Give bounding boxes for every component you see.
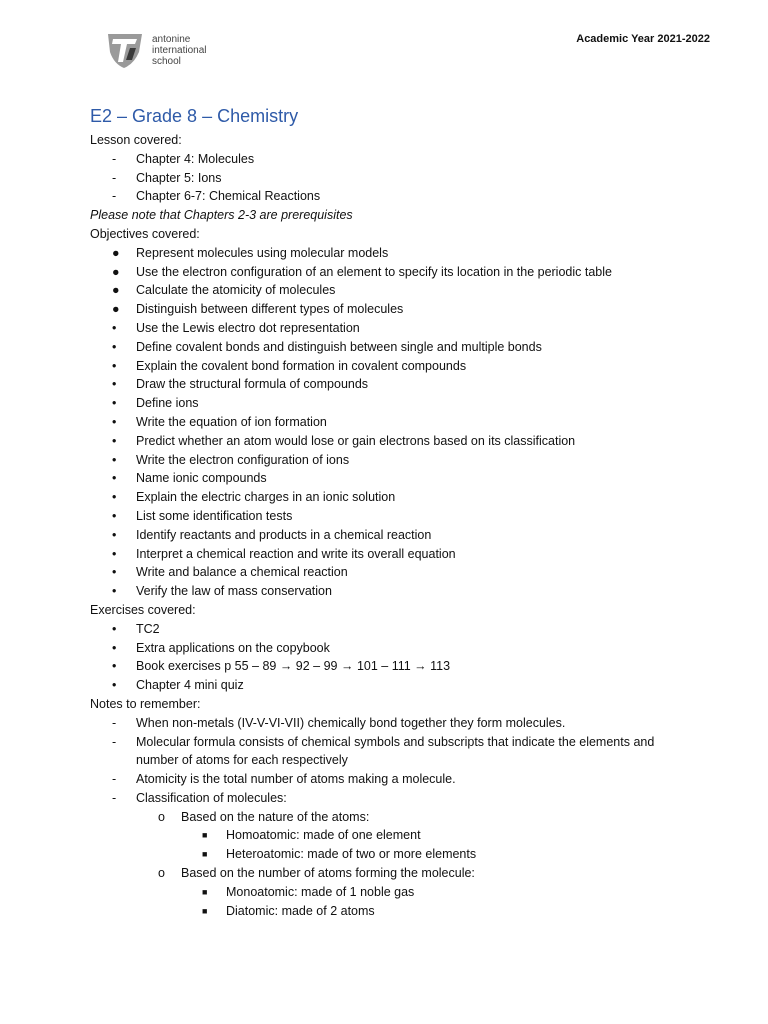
list-item-text: Write the equation of ion formation <box>136 414 327 429</box>
list-item <box>90 845 690 864</box>
bullet-marker: • <box>112 527 117 542</box>
list-item <box>90 733 696 771</box>
dash-marker: - <box>112 170 117 185</box>
list-item-text: Chapter 6-7: Chemical Reactions <box>136 189 321 204</box>
bullet-marker: • <box>112 678 117 693</box>
list-item <box>90 545 690 564</box>
list-item-text: Chapter 4: Molecules <box>136 151 255 166</box>
document-title: E2 – Grade 8 – Chemistry <box>90 106 299 126</box>
list-item <box>90 319 690 338</box>
logo-line-1: antonine <box>152 33 191 45</box>
bullet-marker: • <box>112 339 117 354</box>
bullet-marker: • <box>112 471 117 486</box>
list-item-text: Interpret a chemical reaction and write its overall equation <box>136 546 456 561</box>
circle-marker: o <box>158 809 165 824</box>
square-marker: ■ <box>202 849 208 860</box>
list-item <box>90 507 690 526</box>
list-item <box>90 357 690 376</box>
nature-subtypes-list <box>90 826 690 864</box>
notes-heading: Notes to remember: <box>90 696 201 711</box>
list-item <box>90 620 690 639</box>
exercises-heading: Exercises covered: <box>90 602 196 617</box>
list-item <box>90 169 690 188</box>
school-logo <box>104 28 234 72</box>
list-item-text: Monoatomic: made of 1 noble gas <box>226 884 415 899</box>
list-item-text: TC2 <box>136 621 160 636</box>
list-item-text: Based on the nature of the atoms: <box>181 809 370 824</box>
list-item-text: Draw the structural formula of compounds <box>136 377 369 392</box>
bullet-marker: • <box>112 621 117 636</box>
list-item <box>90 714 690 733</box>
bullet-marker: • <box>112 358 117 373</box>
list-item <box>90 338 690 357</box>
list-item <box>90 300 690 319</box>
list-item-text: Define ions <box>136 396 199 411</box>
list-item-text: Write and balance a chemical reaction <box>136 565 348 580</box>
list-item-text: Based on the number of atoms forming the molecule: <box>181 866 475 881</box>
objectives-heading: Objectives covered: <box>90 226 200 241</box>
objectives-list <box>90 244 690 601</box>
list-item <box>90 413 690 432</box>
list-item <box>90 582 690 601</box>
list-item <box>90 187 690 206</box>
list-item-text: Use the Lewis electro dot representation <box>136 320 360 335</box>
bullet-marker: • <box>112 452 117 467</box>
list-item-text: Heteroatomic: made of two or more elements <box>226 847 477 862</box>
square-marker: ■ <box>202 830 208 841</box>
bullet-marker: • <box>112 414 117 429</box>
list-item <box>90 488 690 507</box>
list-item-text: Explain the electric charges in an ionic solution <box>136 490 396 505</box>
page-header <box>90 22 710 82</box>
count-subtypes-list <box>90 883 690 921</box>
list-item-text: Define covalent bonds and distinguish between single and multiple bonds <box>136 339 542 354</box>
square-marker: ■ <box>202 886 208 897</box>
list-item-text: Chapter 4 mini quiz <box>136 678 244 693</box>
document-body <box>90 104 690 920</box>
bullet-marker: • <box>112 490 117 505</box>
list-item <box>90 676 690 695</box>
dash-marker: - <box>112 189 117 204</box>
list-item-text: Predict whether an atom would lose or gain electrons based on its classification <box>136 433 576 448</box>
list-item <box>90 639 690 658</box>
square-marker: ■ <box>202 905 208 916</box>
list-item-text: Classification of molecules: <box>136 790 287 805</box>
list-item <box>90 864 690 883</box>
prerequisite-note: Please note that Chapters 2-3 are prerequisites <box>90 208 353 223</box>
list-item <box>90 657 690 676</box>
list-item-text: Atomicity is the total number of atoms making a molecule. <box>136 772 456 787</box>
list-item-text: When non-metals (IV-V-VI-VII) chemically bond together they form molecules. <box>136 715 566 730</box>
academic-year: Academic Year 2021-2022 <box>576 33 710 45</box>
logo-line-3: school <box>152 55 181 67</box>
list-item <box>90 263 690 282</box>
dash-marker: - <box>112 772 117 787</box>
bullet-marker: • <box>112 320 117 335</box>
bullet-marker: • <box>112 546 117 561</box>
bullet-marker: • <box>112 584 117 599</box>
list-item <box>90 469 690 488</box>
bullet-marker: • <box>112 396 117 411</box>
logo-line-2: international <box>152 44 207 56</box>
dash-marker: - <box>112 734 117 749</box>
list-item-text: Distinguish between different types of molecules <box>136 302 404 317</box>
list-item <box>90 281 690 300</box>
bullet-marker: ● <box>112 283 120 298</box>
lessons-list <box>90 150 690 206</box>
bullet-marker: • <box>112 508 117 523</box>
logo-text <box>152 34 206 67</box>
notes-list <box>90 714 690 808</box>
bullet-marker: ● <box>112 302 120 317</box>
list-item <box>90 789 690 808</box>
dash-marker: - <box>112 715 117 730</box>
list-item-text: Explain the covalent bond formation in covalent compounds <box>136 358 467 373</box>
list-item-text: Molecular formula consists of chemical symbols and subscripts that indicate the elements and number of atoms for each respectively <box>136 734 655 768</box>
bullet-marker: • <box>112 565 117 580</box>
list-item <box>90 150 690 169</box>
list-item <box>90 375 690 394</box>
list-item <box>90 244 690 263</box>
list-item-text: Book exercises p 55 – 89 → 92 – 99 → 101 – 111 → 113 <box>136 659 451 674</box>
list-item <box>90 563 690 582</box>
list-item <box>90 432 690 451</box>
list-item-text: Identify reactants and products in a chemical reaction <box>136 527 432 542</box>
list-item <box>90 808 690 827</box>
bullet-marker: ● <box>112 264 120 279</box>
list-item-text: Use the electron configuration of an element to specify its location in the periodic table <box>136 264 612 279</box>
list-item <box>90 451 690 470</box>
dash-marker: - <box>112 790 117 805</box>
dash-marker: - <box>112 151 117 166</box>
classification-list <box>90 864 690 883</box>
list-item-text: Verify the law of mass conservation <box>136 584 332 599</box>
list-item <box>90 826 690 845</box>
list-item-text: Name ionic compounds <box>136 471 267 486</box>
list-item-text: Homoatomic: made of one element <box>226 828 421 843</box>
bullet-marker: • <box>112 433 117 448</box>
classification-list <box>90 808 690 827</box>
list-item-text: Write the electron configuration of ions <box>136 452 350 467</box>
list-item <box>90 902 690 921</box>
bullet-marker: • <box>112 377 117 392</box>
list-item-text: Extra applications on the copybook <box>136 640 330 655</box>
list-item-text: List some identification tests <box>136 508 293 523</box>
school-shield-icon <box>104 30 146 70</box>
circle-marker: o <box>158 866 165 881</box>
list-item <box>90 526 690 545</box>
exercises-list <box>90 620 690 695</box>
list-item-text: Represent molecules using molecular models <box>136 245 389 260</box>
bullet-marker: ● <box>112 245 120 260</box>
list-item <box>90 394 690 413</box>
list-item-text: Diatomic: made of 2 atoms <box>226 903 375 918</box>
list-item <box>90 883 690 902</box>
list-item-text: Chapter 5: Ions <box>136 170 222 185</box>
lessons-heading: Lesson covered: <box>90 133 182 147</box>
list-item-text: Calculate the atomicity of molecules <box>136 283 336 298</box>
list-item <box>90 770 690 789</box>
bullet-marker: • <box>112 659 117 674</box>
bullet-marker: • <box>112 640 117 655</box>
